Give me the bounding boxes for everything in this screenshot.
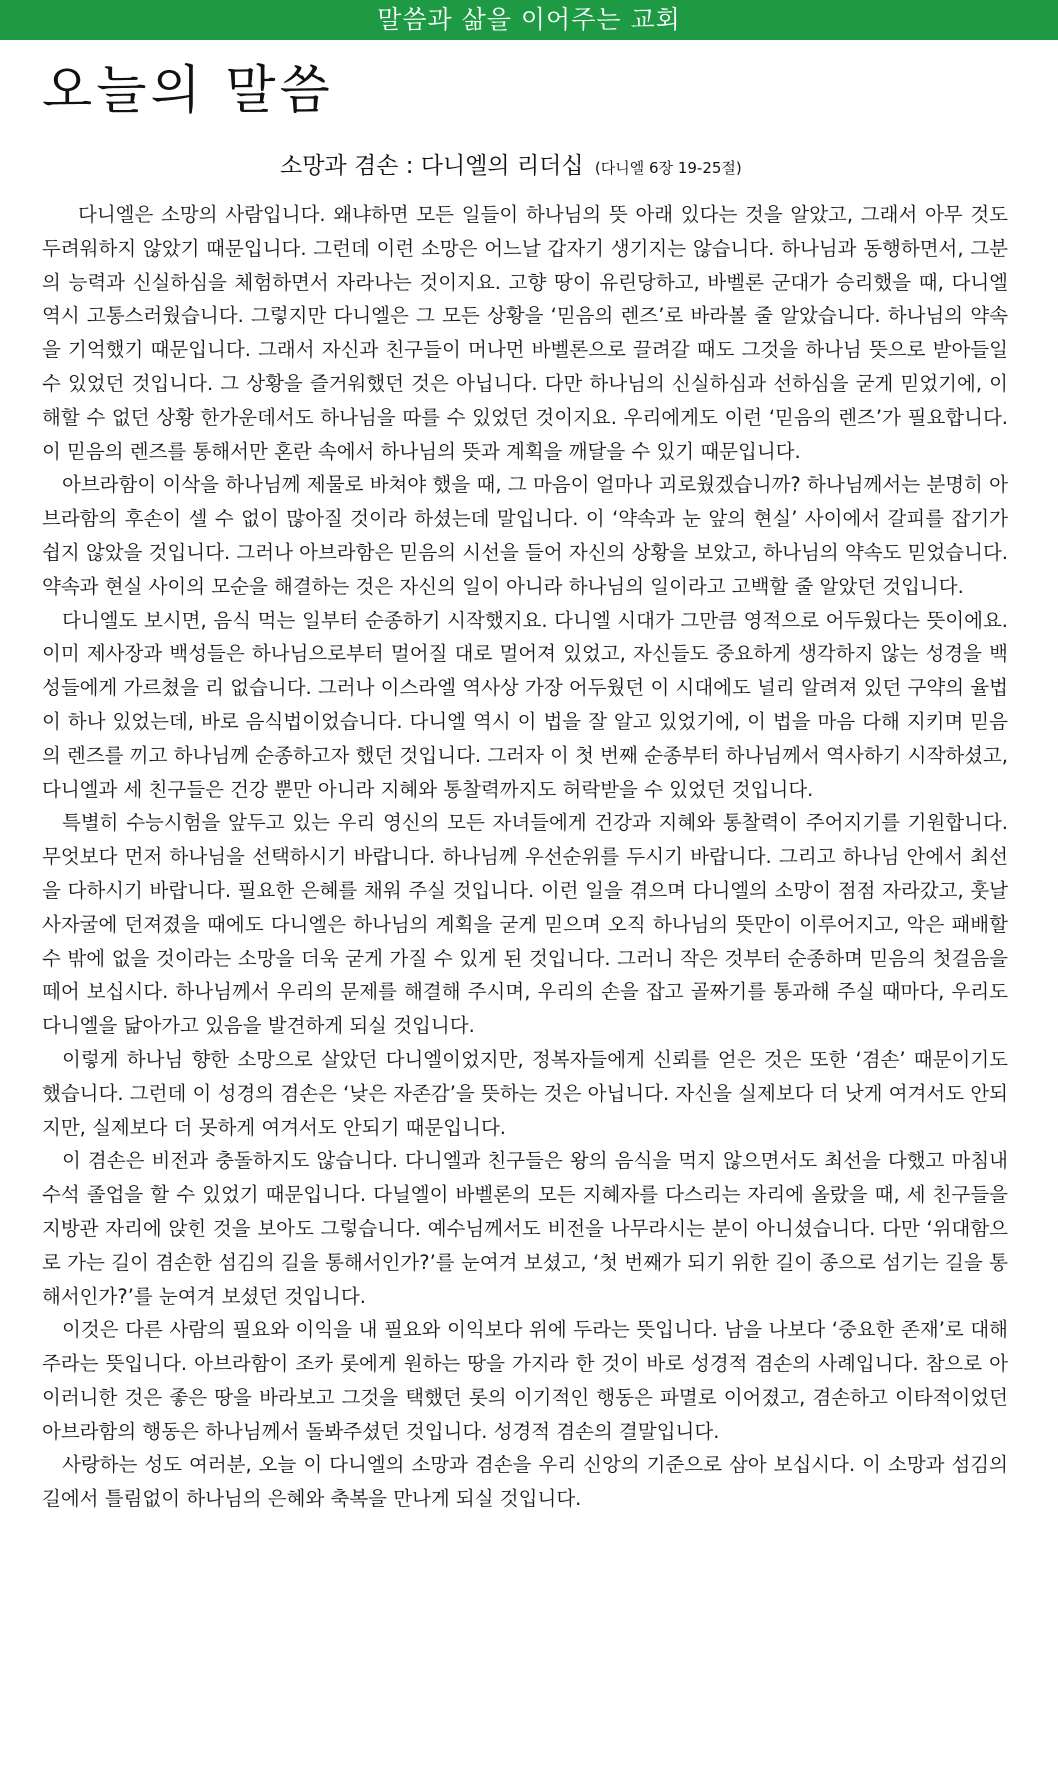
sermon-body bbox=[42, 198, 1008, 1516]
paragraph: 이렇게 하나님 향한 소망으로 살았던 다니엘이었지만, 정복자들에게 신뢰를 얻은 것은 또한 ‘겸손’ 때문이기도 했습니다. 그런데 이 성경의 겸손은 ‘낮은 자존감’을 뜻하는 것은 아닙니다. 자신을 실제보다 더 낫게 여겨서도 안되지만, 실제보다 더 못하게 여겨서도 안되기 때문입니다. bbox=[42, 1047, 1008, 1139]
scripture-reference: (다니엘 6장 19-25절) bbox=[594, 159, 742, 177]
church-banner bbox=[0, 0, 1058, 40]
paragraph: 사랑하는 성도 여러분, 오늘 이 다니엘의 소망과 겸손을 우리 신앙의 기준으로 삼아 보십시다. 이 소망과 섬김의 길에서 틀림없이 하나님의 은혜와 축복을 만나게 되실 것입니다. bbox=[42, 1453, 1008, 1511]
paragraph: 다니엘은 소망의 사람입니다. 왜냐하면 모든 일들이 하나님의 뜻 아래 있다는 것을 알았고, 그래서 아무 것도 두려워하지 않았기 때문입니다. 그런데 이런 소망은 어느날 갑자기 생기지는 않습니다. 하나님과 동행하면서, 그분의 능력과 신실하심을 체험하면서 자라나는 것이지요. 고향 땅이 유린당하고, 바벨론 군대가 승리했을 때, 다니엘 역시 고통스러웠습니다. 그렇지만 다니엘은 그 모든 상황을 ‘믿음의 렌즈’로 바라볼 줄 알았습니다. 하나님의 약속을 기억했기 때문입니다. 그래서 자신과 친구들이 머나먼 바벨론으로 끌려갈 때도 그것을 하나님 뜻으로 받아들일 수 있었던 것입니다. 그 상황을 즐거워했던 것은 아닙니다. 다만 하나님의 신실하심과 선하심을 굳게 믿었기에, 이해할 수 없던 상황 한가운데서도 하나님을 따를 수 있었던 것이지요. 우리에게도 이런 ‘믿음의 렌즈’가 필요합니다. 이 믿음의 렌즈를 통해서만 혼란 속에서 하나님의 뜻과 계획을 깨달을 수 있기 때문입니다. bbox=[42, 203, 1008, 463]
page-title: 오늘의 말씀 bbox=[42, 61, 334, 121]
paragraph: 특별히 수능시험을 앞두고 있는 우리 영신의 모든 자녀들에게 건강과 지혜와 통찰력이 주어지기를 기원합니다. 무엇보다 먼저 하나님을 선택하시기 바랍니다. 하나님께 우선순위를 두시기 바랍니다. 그리고 하나님 안에서 최선을 다하시기 바랍니다. 필요한 은혜를 채워 주실 것입니다. 이런 일을 겪으며 다니엘의 소망이 점점 자라갔고, 훗날 사자굴에 던져졌을 때에도 다니엘은 하나님의 계획을 굳게 믿으며 오직 하나님의 뜻만이 이루어지고, 악은 패배할 수 밖에 없을 것이라는 소망을 더욱 굳게 가질 수 있게 된 것입니다. 그러니 작은 것부터 순종하며 믿음의 첫걸음을 떼어 보십시다. 하나님께서 우리의 문제를 해결해 주시며, 우리의 손을 잡고 골짜기를 통과해 주실 때마다, 우리도 다니엘을 닮아가고 있음을 발견하게 되실 것입니다. bbox=[42, 811, 1008, 1038]
sermon-title: 소망과 겸손 : 다니엘의 리더십 bbox=[280, 153, 584, 179]
sermon-heading bbox=[0, 148, 1058, 186]
banner-text: 말씀과 삶을 이어주는 교회 bbox=[377, 5, 681, 34]
paragraph: 아브라함이 이삭을 하나님께 제물로 바쳐야 했을 때, 그 마음이 얼마나 괴로웠겠습니까? 하나님께서는 분명히 아브라함의 후손이 셀 수 없이 많아질 것이라 하셨는데 말입니다. 이 ‘약속과 눈 앞의 현실’ 사이에서 갈피를 잡기가 쉽지 않았을 것입니다. 그러나 아브라함은 믿음의 시선을 들어 자신의 상황을 보았고, 하나님의 약속도 믿었습니다. 약속과 현실 사이의 모순을 해결하는 것은 자신의 일이 아니라 하나님의 일이라고 고백할 줄 알았던 것입니다. bbox=[42, 473, 1008, 598]
paragraph: 이 겸손은 비전과 충돌하지도 않습니다. 다니엘과 친구들은 왕의 음식을 먹지 않으면서도 최선을 다했고 마침내 수석 졸업을 할 수 있었기 때문입니다. 다닐엘이 바벨론의 모든 지혜자를 다스리는 자리에 올랐을 때, 세 친구들을 지방관 자리에 앉힌 것을 보아도 그렇습니다. 예수님께서도 비전을 나무라시는 분이 아니셨습니다. 다만 ‘위대함으로 가는 길이 겸손한 섬김의 길을 통해서인가?’를 눈여겨 보셨고, ‘첫 번째가 되기 위한 길이 종으로 섬기는 길을 통해서인가?’를 눈여겨 보셨던 것입니다. bbox=[42, 1149, 1008, 1308]
paragraph: 다니엘도 보시면, 음식 먹는 일부터 순종하기 시작했지요. 다니엘 시대가 그만큼 영적으로 어두웠다는 뜻이에요. 이미 제사장과 백성들은 하나님으로부터 멀어질 대로 멀어져 있었고, 자신들도 중요하게 생각하지 않는 성경을 백성들에게 가르쳤을 리 없습니다. 그러나 이스라엘 역사상 가장 어두웠던 이 시대에도 널리 알려져 있던 구약의 율법이 하나 있었는데, 바로 음식법이었습니다. 다니엘 역시 이 법을 잘 알고 있었기에, 이 법을 마음 다해 지키며 믿음의 렌즈를 끼고 하나님께 순종하고자 했던 것입니다. 그러자 이 첫 번째 순종부터 하나님께서 역사하기 시작하셨고, 다니엘과 세 친구들은 건강 뿐만 아니라 지혜와 통찰력까지도 허락받을 수 있었던 것입니다. bbox=[42, 608, 1008, 801]
paragraph: 이것은 다른 사람의 필요와 이익을 내 필요와 이익보다 위에 두라는 뜻입니다. 남을 나보다 ‘중요한 존재’로 대해 주라는 뜻입니다. 아브라함이 조카 롯에게 원하는 땅을 가지라 한 것이 바로 성경적 겸손의 사례입니다. 참으로 아이러니한 것은 좋은 땅을 바라보고 그것을 택했던 롯의 이기적인 행동은 파멸로 이어졌고, 겸손하고 이타적이었던 아브라함의 행동은 하나님께서 돌봐주셨던 것입니다. 성경적 겸손의 결말입니다. bbox=[42, 1318, 1008, 1443]
